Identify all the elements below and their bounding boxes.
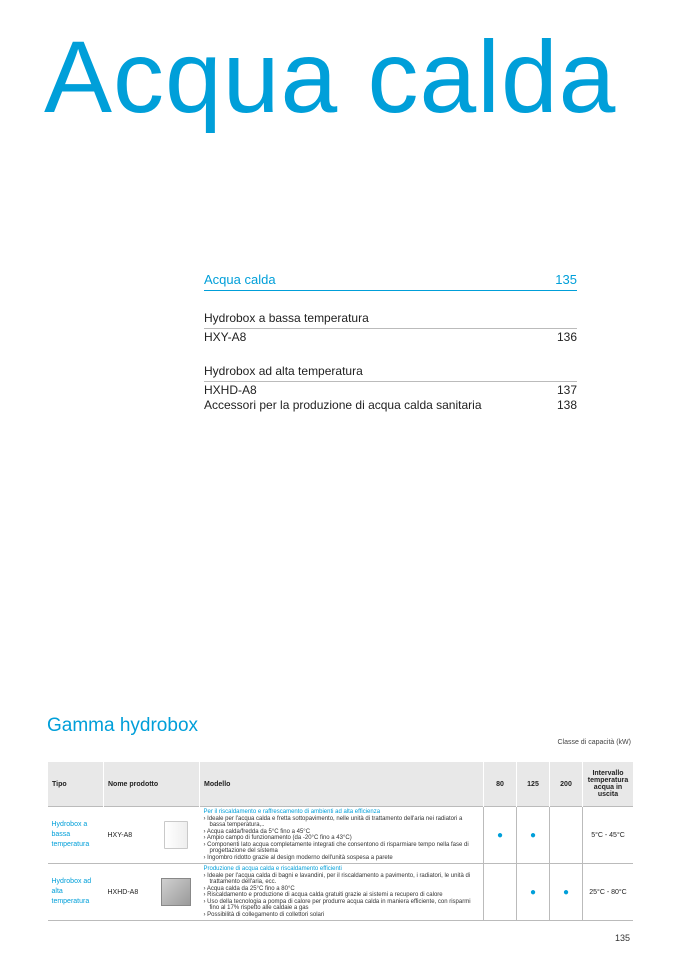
toc-item[interactable] [204, 383, 577, 397]
feature-item: › Riscaldamento e produzione di acqua calda gratuiti grazie ai sistemi a recupero di calore [203, 892, 443, 898]
product-table [47, 762, 633, 921]
toc-item[interactable] [204, 330, 577, 344]
capacity-unit-note: Classe di capacità (kW) [557, 739, 631, 746]
toc-heading-label: Acqua calda [204, 272, 276, 287]
capacity-80-marker: ● [484, 807, 517, 864]
product-image [152, 864, 200, 921]
feature-item: › Acqua calda da 25°C fino a 80°C [203, 885, 295, 892]
model-features [204, 873, 480, 919]
row-product-name: HXY-A8 [104, 807, 152, 864]
model-headline: Produzione di acqua calda e riscaldamento efficienti [203, 866, 342, 872]
feature-item: › Ingombro ridotto grazie al design moderno dell'unità sospesa a parete [203, 854, 393, 861]
toc-item-page: 138 [556, 398, 577, 412]
feature-item: › Possibilità di collegamento di collettori solari [203, 911, 325, 918]
feature-item: › Acqua calda/fredda da 5°C fino a 45°C [203, 828, 311, 835]
toc-heading-page: 135 [555, 272, 577, 287]
toc-item-label: Accessori per la produzione di acqua calda sanitaria [204, 398, 482, 412]
model-headline: Per il riscaldamento e raffrescamento di ambienti ad alta efficienza [203, 809, 381, 815]
page-number: 135 [614, 933, 630, 943]
capacity-200-marker: ● [550, 864, 583, 921]
feature-item: › Ideale per l'acqua calda e fretta sottopavimento, nelle unità di trattamento dell'aria nei radiatori a bassa temperatura,.. [203, 815, 463, 828]
temperature-range: 25°C - 80°C [583, 864, 634, 921]
table-header-row [48, 762, 634, 807]
temperature-range: 5°C - 45°C [583, 807, 634, 864]
section-title: Gamma hydrobox [47, 715, 199, 736]
header-temperature-range: Intervallo temperatura acqua in uscita [583, 762, 634, 807]
hydrobox-image [164, 821, 188, 849]
toc-group [204, 364, 577, 412]
page-title: Acqua calda [44, 20, 617, 134]
feature-item: › Componenti lato acqua completamente integrati che consentono di risparmiare tempo nella fase di progettazione del sistema [203, 841, 469, 854]
product-image [152, 807, 200, 864]
capacity-200-marker [550, 807, 583, 864]
table-of-contents [204, 272, 577, 412]
toc-group-title: Hydrobox a bassa temperatura [204, 311, 577, 329]
feature-item: › Ampio campo di funzionamento (da -20°C fino a 43°C) [203, 835, 352, 841]
feature-item: › Ideale per l'acqua calda di bagni e lavandini, per il riscaldamento a pavimento, i radiatori, le unità di trattamento dell'aria, ecc. [203, 872, 471, 885]
header-modello: Modello [200, 762, 484, 807]
header-capacity-200: 200 [550, 762, 583, 807]
header-capacity-125: 125 [517, 762, 550, 807]
capacity-125-marker: ● [517, 864, 550, 921]
capacity-80-marker [484, 864, 517, 921]
toc-heading[interactable] [204, 272, 577, 291]
toc-item-page: 136 [556, 330, 577, 344]
table-row [48, 864, 634, 921]
toc-item[interactable] [204, 398, 577, 412]
header-capacity-80: 80 [484, 762, 517, 807]
row-product-name: HXHD-A8 [104, 864, 152, 921]
table-row [48, 807, 634, 864]
header-tipo: Tipo [48, 762, 104, 807]
model-features [204, 816, 480, 862]
toc-group [204, 311, 577, 344]
row-model [200, 864, 484, 921]
row-model [200, 807, 484, 864]
toc-item-page: 137 [556, 383, 577, 397]
feature-item: › Uso della tecnologia a pompa di calore per produrre acqua calda in maniera efficiente, con risparmi fino al 17% rispetto alle caldaie a gas [203, 898, 471, 911]
toc-item-label: HXHD-A8 [204, 383, 257, 397]
toc-group-title: Hydrobox ad alta temperatura [204, 364, 577, 382]
row-tipo: Hydrobox a bassa temperatura [48, 807, 104, 864]
hydrobox-image [161, 878, 191, 906]
capacity-125-marker: ● [517, 807, 550, 864]
row-tipo: Hydrobox ad alta temperatura [48, 864, 104, 921]
header-nome: Nome prodotto [104, 762, 200, 807]
toc-item-label: HXY-A8 [204, 330, 247, 344]
